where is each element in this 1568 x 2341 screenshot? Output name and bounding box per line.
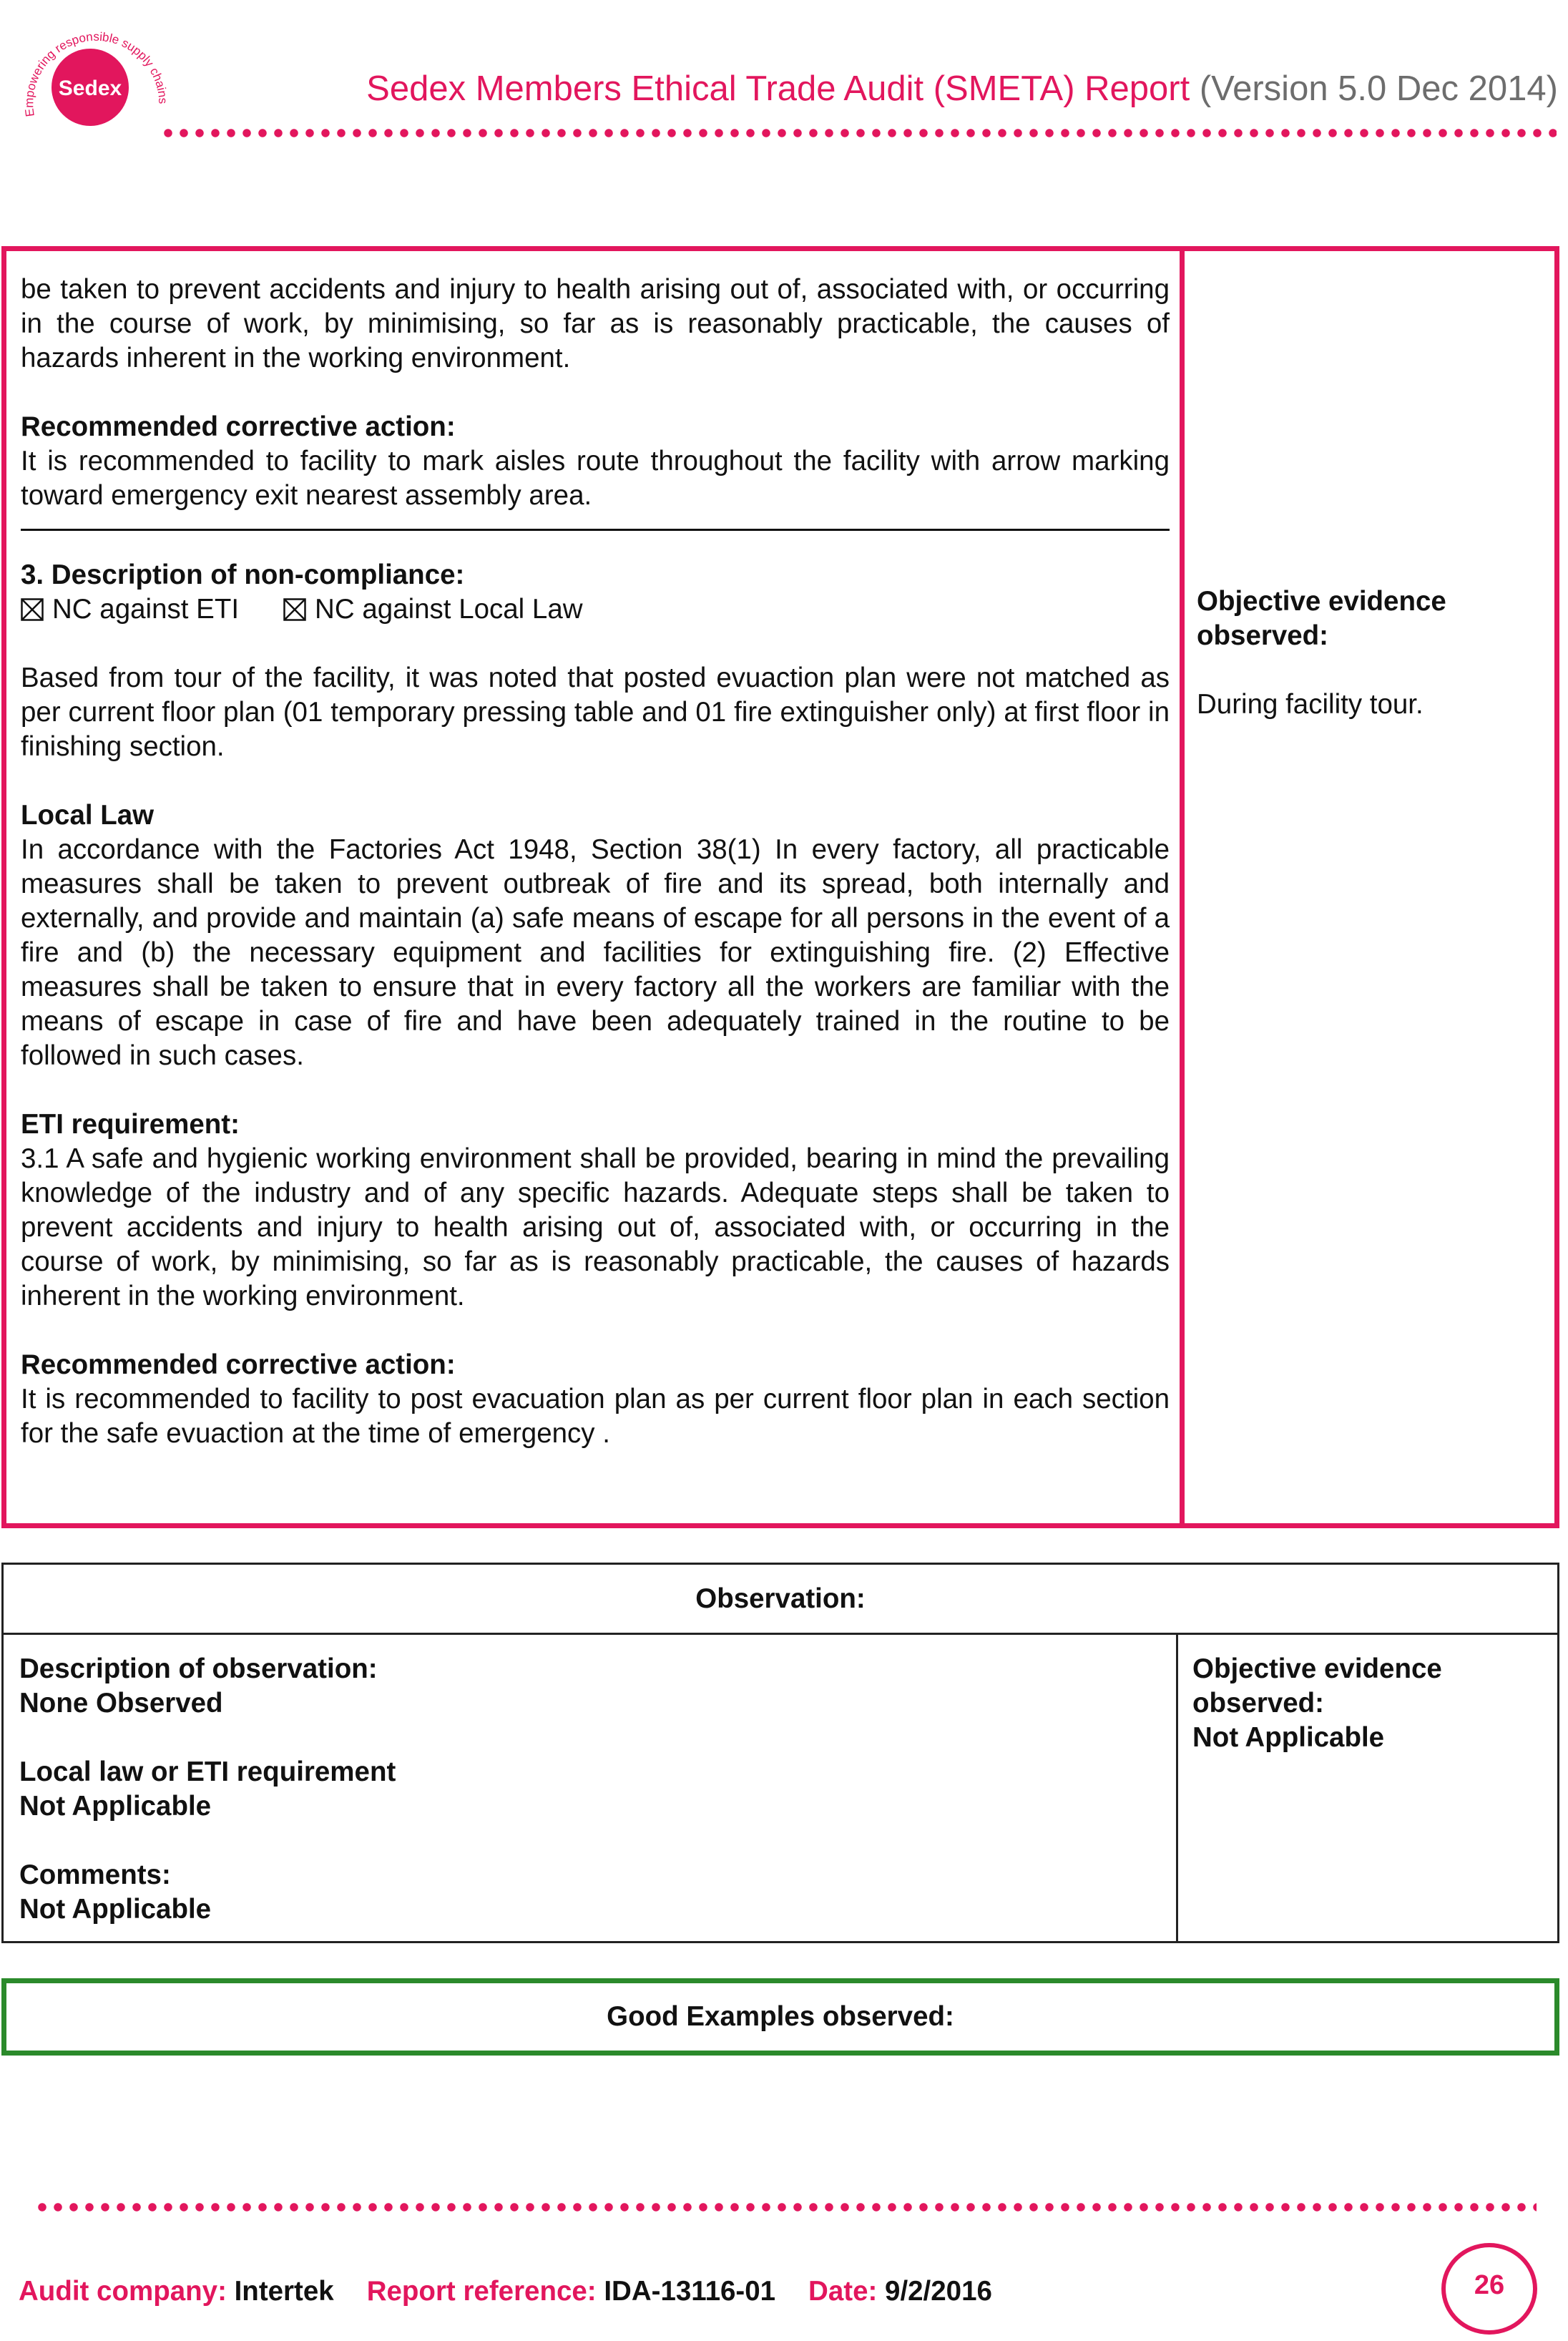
header-dotted-divider: [160, 129, 1557, 137]
continued-eti-text: be taken to prevent accidents and injury to health arising out of, associated with, or occurring in the course of work, by minimising, so far as is reasonably practicable, the causes of hazards inherent in the working environment.: [21, 274, 1170, 373]
local-law-text: In accordance with the Factories Act 1948, Section 38(1) In every factory, all practicable measures shall be taken to prevent outbreak of fire and its spread, both internally and externally, and provide and maintain (a) safe means of escape for all persons in the event of a fire and (b) the necessary equipment and facilities for extinguishing fire. (2) Effective measures shall be taken to ensure that in every factory all the workers are familiar with the means of escape in case of fire and have been adequately trained in the routine to be followed in such cases.: [21, 834, 1170, 1071]
sedex-logo: [16, 9, 172, 165]
report-version: (Version 5.0 Dec 2014): [1190, 69, 1558, 108]
objective-evidence-column: [1197, 585, 1540, 722]
observation-comments-heading: Comments:: [19, 1859, 171, 1890]
audit-company-label: Audit company:: [19, 2276, 227, 2307]
observation-law-value: Not Applicable: [19, 1791, 212, 1822]
objective-evidence-heading: Objective evidence observed:: [1197, 586, 1446, 651]
nc-checkbox-row: [21, 592, 1170, 627]
checked-box-icon: [21, 598, 44, 621]
date-label: Date:: [808, 2276, 878, 2307]
footer-dotted-divider: [34, 2203, 1537, 2212]
page-number: 26: [1441, 2243, 1537, 2335]
observation-comments-value: Not Applicable: [19, 1894, 212, 1925]
recommended-action-heading: Recommended corrective action:: [21, 411, 456, 442]
observation-evidence-column: [1192, 1652, 1536, 1755]
section-divider: [21, 529, 1170, 531]
recommended-action-text: It is recommended to facility to mark aisles route throughout the facility with arrow marking toward emergency exit nearest assembly area.: [21, 446, 1170, 511]
eti-requirement-text: 3.1 A safe and hygienic working environment shall be provided, bearing in mind the prevailing knowledge of the industry and of any specific hazards. Adequate steps shall be taken to prevent accidents and injury to health arising out of, associated with, or occurring in the course of work, by minimising, so far as is reasonably practicable, the causes of hazards inherent in the working environment.: [21, 1143, 1170, 1311]
logo-text: Sedex: [58, 77, 122, 100]
observation-evidence-heading: Objective evidence observed:: [1192, 1653, 1442, 1719]
observation-description-value: None Observed: [19, 1688, 223, 1719]
recommended-action-heading: Recommended corrective action:: [21, 1349, 456, 1380]
report-title-main: Sedex Members Ethical Trade Audit (SMETA) Report: [366, 69, 1190, 108]
nc-description-text: Based from tour of the facility, it was noted that posted evuaction plan were not matched as per current floor plan (01 temporary pressing table and 01 fire extinguisher only) at first floor in finishing section.: [21, 663, 1170, 762]
footer-info: [19, 2276, 992, 2307]
observation-details: [19, 1652, 1164, 1927]
checked-box-icon: [283, 598, 306, 621]
nc-against-local-law-label: NC against Local Law: [315, 594, 583, 625]
column-divider: [1180, 251, 1185, 1523]
report-reference-label: Report reference:: [366, 2276, 597, 2307]
nc-description-heading: 3. Description of non-compliance:: [21, 559, 465, 590]
report-reference-value: IDA-13116-01: [604, 2276, 776, 2307]
column-divider: [1176, 1635, 1178, 1941]
non-compliance-details: [21, 273, 1170, 1451]
observation-description-heading: Description of observation:: [19, 1653, 378, 1684]
eti-requirement-heading: ETI requirement:: [21, 1109, 240, 1140]
recommended-action-text: It is recommended to facility to post evacuation plan as per current floor plan in each section for the safe evuaction at the time of emergency .: [21, 1384, 1170, 1449]
observation-evidence-value: Not Applicable: [1192, 1722, 1385, 1753]
observation-table: [1, 1563, 1559, 1943]
logo-tagline: Empowering responsible supply chains: [22, 29, 170, 118]
observation-law-heading: Local law or ETI requirement: [19, 1756, 396, 1787]
objective-evidence-text: During facility tour.: [1197, 689, 1424, 720]
local-law-heading: Local Law: [21, 800, 155, 831]
observation-header: Observation:: [4, 1565, 1557, 1635]
nc-against-eti-label: NC against ETI: [52, 594, 240, 625]
date-value: 9/2/2016: [885, 2276, 992, 2307]
good-examples-header: Good Examples observed:: [1, 1978, 1559, 2056]
report-title: [366, 69, 1558, 109]
non-compliance-table: [1, 246, 1559, 1528]
audit-company-value: Intertek: [234, 2276, 334, 2307]
